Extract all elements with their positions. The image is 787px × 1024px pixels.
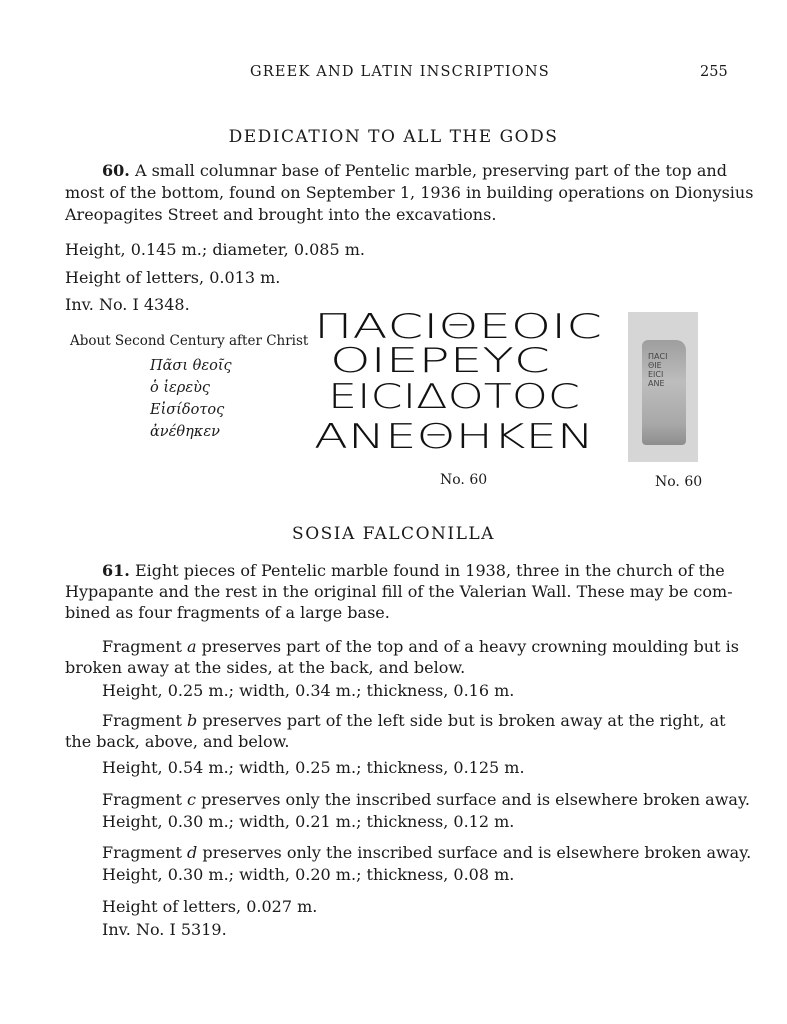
fragment-text: broken away at the sides, at the back, and below.	[65, 658, 466, 677]
photo-inscription	[648, 352, 667, 388]
greek-line: Πᾶσι θεοῖς	[150, 358, 232, 374]
section-title-dedication: DEDICATION TO ALL THE GODS	[228, 127, 559, 147]
inscription-drawing	[310, 306, 610, 466]
inscription-line: ΠΑCΙΘΕΟΙC	[314, 307, 602, 347]
fragment-b-line-1	[102, 710, 726, 731]
fragment-dims: Height, 0.30 m.; width, 0.21 m.; thickness, 0.12 m.	[102, 812, 515, 831]
fragment-letter: a	[187, 637, 197, 656]
entry-60-line-1	[102, 160, 727, 181]
fragment-label: Fragment	[102, 637, 182, 656]
fragment-letter: c	[187, 790, 196, 809]
entry-number: 60.	[102, 161, 130, 180]
running-head: GREEK AND LATIN INSCRIPTIONS	[250, 64, 550, 80]
inscription-line: ΟΙΕΡΕΥC	[330, 341, 550, 381]
fragment-letter: b	[187, 711, 198, 730]
greek-line: ὁ ἱερεὺς	[150, 380, 211, 396]
fragment-text: preserves part of the left side but is broken away at the right, at	[202, 711, 726, 730]
fragment-dims: Height, 0.54 m.; width, 0.25 m.; thickness, 0.125 m.	[102, 758, 525, 777]
inscription-line: ΕΙCΙΔΟΤΟC	[328, 377, 580, 417]
description-line: Eight pieces of Pentelic marble found in 1938, three in the church of the	[134, 561, 725, 580]
fragment-label: Fragment	[102, 711, 182, 730]
inventory-number: Inv. No. I 4348.	[65, 295, 190, 314]
photo-line: ΠΑCΙ	[648, 352, 668, 361]
letter-height: Height of letters, 0.027 m.	[102, 897, 318, 916]
greek-line: Εἰσίδοτος	[150, 402, 225, 418]
photo-line: ΑΝΕ	[648, 379, 665, 388]
inscription-line: ΑΝΕΘΗΚΕΝ	[314, 417, 594, 457]
fragment-label: Fragment	[102, 790, 182, 809]
description-line: most of the bottom, found on September 1, 1936 in building operations on Dionysius	[65, 183, 754, 202]
date-caption: About Second Century after Christ	[70, 333, 309, 349]
photo-caption: No. 60	[655, 474, 703, 490]
page-number: 255	[700, 64, 728, 80]
description-line: Hypapante and the rest in the original fill of the Valerian Wall. These may be com-	[65, 582, 733, 601]
drawing-caption: No. 60	[440, 472, 488, 488]
section-title-sosia: SOSIA FALCONILLA	[292, 524, 495, 544]
letter-height: Height of letters, 0.013 m.	[65, 268, 281, 287]
fragment-letter: d	[187, 843, 198, 862]
entry-61-line-1	[102, 560, 725, 581]
fragment-label: Fragment	[102, 843, 182, 862]
description-line: bined as four fragments of a large base.	[65, 603, 390, 622]
artifact-photo	[628, 312, 698, 462]
entry-number: 61.	[102, 561, 130, 580]
description-line: Areopagites Street and brought into the excavations.	[65, 205, 497, 224]
dimensions: Height, 0.145 m.; diameter, 0.085 m.	[65, 240, 365, 259]
fragment-c-line-1	[102, 789, 750, 810]
fragment-dims: Height, 0.25 m.; width, 0.34 m.; thickness, 0.16 m.	[102, 681, 515, 700]
inventory-number: Inv. No. I 5319.	[102, 920, 227, 939]
fragment-text: preserves part of the top and of a heavy crowning moulding but is	[201, 637, 739, 656]
fragment-text: the back, above, and below.	[65, 732, 290, 751]
fragment-text: preserves only the inscribed surface and is elsewhere broken away.	[202, 843, 752, 862]
photo-line: ΕΙCΙ	[648, 370, 664, 379]
greek-line: ἀνέθηκεν	[150, 424, 220, 440]
description-line: A small columnar base of Pentelic marble, preserving part of the top and	[134, 161, 727, 180]
fragment-dims: Height, 0.30 m.; width, 0.20 m.; thickness, 0.08 m.	[102, 865, 515, 884]
fragment-d-line-1	[102, 842, 751, 863]
fragment-a-line-1	[102, 636, 739, 657]
photo-line: ΘΙΕ	[648, 361, 662, 370]
fragment-text: preserves only the inscribed surface and is elsewhere broken away.	[201, 790, 750, 809]
